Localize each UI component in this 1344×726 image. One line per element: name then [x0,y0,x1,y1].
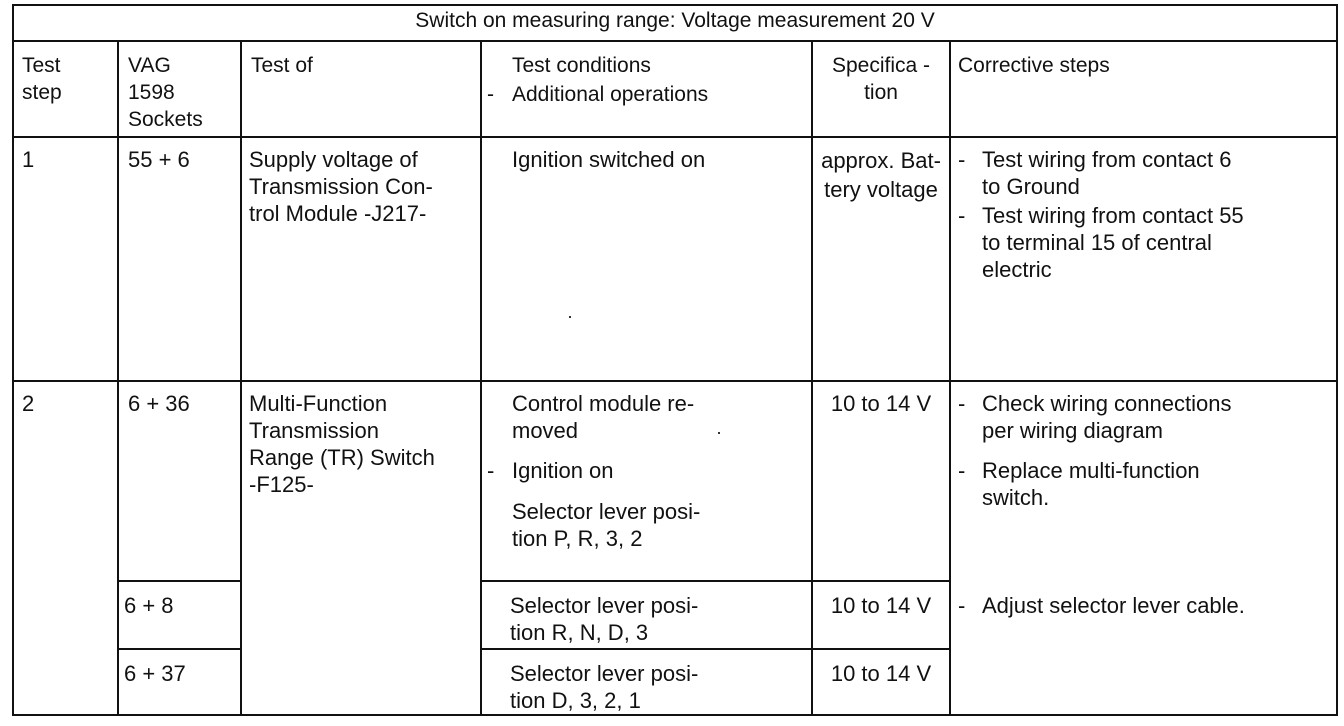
row-1-corrective-step-1: Test wiring from contact 6 to Ground [982,147,1232,199]
row-2c-specification: 10 to 14 V [830,661,932,686]
row-2b-conditions: Selector lever posi- tion R, N, D, 3 [510,593,699,645]
column-header-test-conditions: Test conditions [512,54,651,77]
row-2b-divider-conditions [481,648,950,650]
row-1-corrective-step-2: Test wiring from contact 55 to terminal 15 of central electric [982,203,1244,282]
column-header-specification: Specifica - tion [831,54,931,104]
row-2-specification: 10 to 14 V [830,391,932,416]
row-1-sockets: 55 + 6 [128,147,190,172]
row-2-corrective-step-2: Replace multi-function switch. [982,458,1200,510]
column-divider-5 [949,40,951,716]
row-2a-divider-conditions [481,580,950,582]
row-2-conditions-b: Ignition on [512,458,614,483]
row-2b-corrective: Adjust selector lever cable. [982,593,1245,618]
row-2b-corrective-dash: - [958,593,966,618]
scan-speck [718,432,720,434]
row-2b-specification: 10 to 14 V [830,593,932,618]
column-divider-3 [480,40,482,716]
row-2-conditions-c: Selector lever posi- tion P, R, 3, 2 [512,499,701,551]
row-2b-sockets: 6 + 8 [124,593,174,618]
row-2-corrective-dash-1: - [958,391,966,416]
row-1-conditions: Ignition switched on [512,147,706,172]
column-divider-1 [117,40,119,716]
column-header-vag-sockets: VAG 1598 Sockets [128,54,203,131]
row-2-test-of: Multi-Function Transmission Range (TR) Switch -F125- [249,391,435,497]
column-header-conditions-dash: - [487,83,494,106]
row-2c-conditions: Selector lever posi- tion D, 3, 2, 1 [510,661,699,713]
row-2-corrective-dash-2: - [958,458,966,483]
row-2-sockets: 6 + 36 [128,391,190,416]
row-2b-divider [117,648,242,650]
column-header-divider [12,136,1338,138]
column-divider-2 [240,40,242,716]
scan-speck [569,316,571,318]
header-divider [12,40,1338,42]
column-header-test-step: Test step [22,54,62,104]
row-2-conditions-a: Control module re- moved [512,391,695,443]
row-1-step: 1 [22,147,35,172]
row-2c-sockets: 6 + 37 [124,661,186,686]
row-1-corrective-dash-1: - [958,147,966,172]
row-1-test-of: Supply voltage of Transmission Con- trol Module -J217- [249,147,433,226]
column-header-additional-operations: Additional operations [512,83,709,106]
table-title: Switch on measuring range: Voltage measurement 20 V [415,9,935,32]
column-header-corrective-steps: Corrective steps [958,54,1110,77]
row-2-step: 2 [22,391,35,416]
row-1-specification: approx. Bat- tery voltage [821,148,941,202]
row-2a-divider [117,580,242,582]
row-1-corrective-dash-2: - [958,203,966,228]
row-2-corrective-step-1: Check wiring connections per wiring diagram [982,391,1232,443]
row-1-divider [12,380,1338,382]
row-2-conditions-dash: - [487,458,495,483]
column-header-test-of: Test of [251,54,313,77]
